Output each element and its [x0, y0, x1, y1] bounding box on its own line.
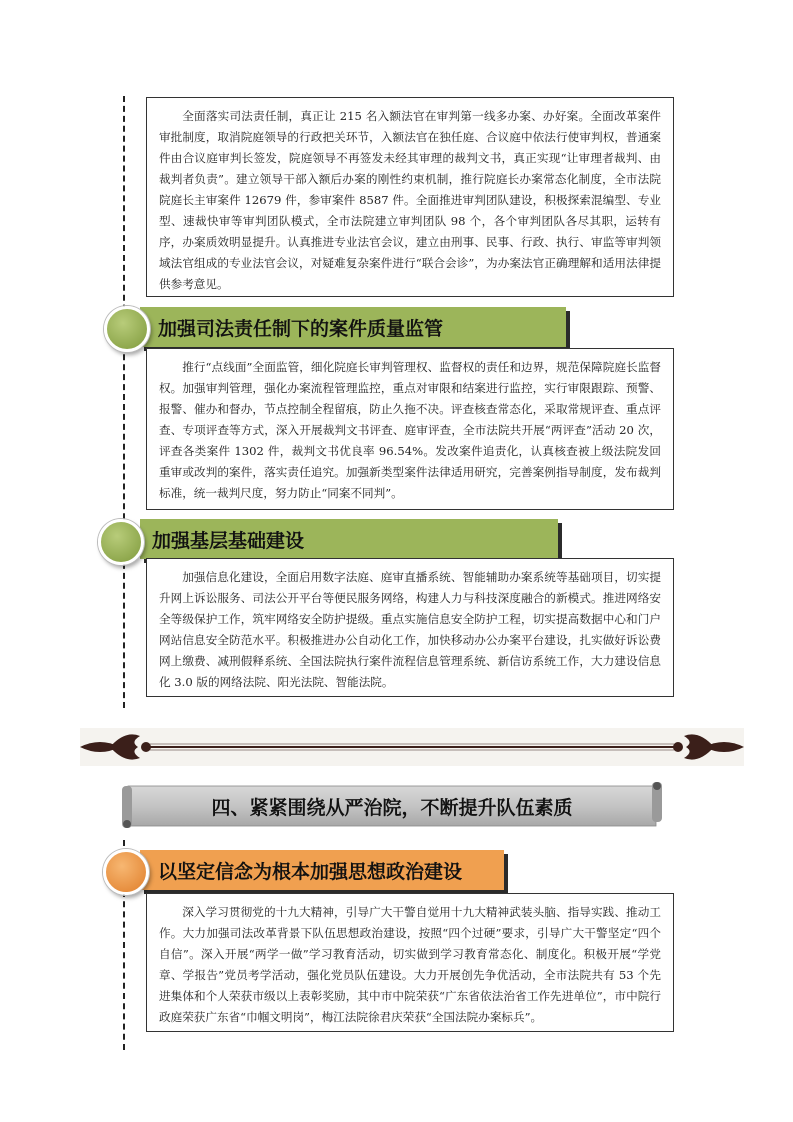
text-box-grassroots: [146, 558, 674, 697]
section-heading-quality-supervision: [140, 307, 566, 347]
heading-text: 以坚定信念为根本加强思想政治建设: [158, 860, 463, 883]
chapter-title: 四、紧紧围绕从严治院，不断提升队伍素质: [211, 796, 573, 819]
section-heading-grassroots: [140, 519, 558, 559]
green-circle-icon: [98, 519, 144, 565]
green-circle-icon: [104, 306, 150, 352]
orange-circle-icon: [103, 849, 149, 895]
dashed-guide-line-top: [123, 96, 125, 708]
text-box-quality-supervision: [146, 348, 674, 510]
paragraph: 加强信息化建设，全面启用数字法庭、庭审直播系统、智能辅助办案系统等基础项目，切实提升网上诉讼服务、司法公开平台等便民服务网络，构建人力与科技深度融合的新模式。推进网络安全等级保护工作，筑牢网络安全防护提级。重点实施信息安全防护工程，切实提高数据中心和门户网站信息安全防范水平。积极推进办公自动化工作，加快移动办公办案平台建设，扎实做好诉讼费网上缴费、减刑假释系统、全国法院执行案件流程信息管理系统、新信访系统工作，大力建设信息化 3.0 版的网络法院、阳光法院、智能法院。: [159, 570, 661, 689]
text-box-political-building: [146, 893, 674, 1032]
paragraph: 推行“点线面”全面监管，细化院庭长审判管理权、监督权的责任和边界，规范保障院庭长监督权。加强审判管理，强化办案流程管理监控，重点对审限和结案进行监控，实行审限跟踪、预警、报警、催办和督办，节点控制全程留痕，防止久拖不决。评查核查常态化，采取常规评查、重点评查、专项评查等方式，深入开展裁判文书评查、庭审评查，全市法院共开展“两评查”活动 20 次，评查各类案件 1302 件，裁判文书优良率 96.54%。发改案件追责化，认真核查被上级法院发回重审或改判的案件，落实责任追究。加强新类型案件法律适用研究，完善案例指导制度，发布裁判标准，统一裁判尺度，努力防止“同案不同判”。: [159, 360, 661, 500]
paragraph: 深入学习贯彻党的十九大精神，引导广大干警自觉用十九大精神武装头脑、指导实践、推动工作。大力加强司法改革背景下队伍思想政治建设，按照“四个过硬”要求，引导广大干警坚定“四个自信”。深入开展“两学一做”学习教育活动，切实做到学习教育常态化、制度化。积极开展“学党章、学报告”党员考学活动，强化党员队伍建设。大力开展创先争优活动，全市法院共有 53 个先进集体和个人荣获市级以上表彰奖励，其中市中院荣获“广东省依法治省工作先进单位”，市中院行政庭荣获广东省“巾帼文明岗”，梅江法院徐君庆荣获“全国法院办案标兵”。: [159, 905, 661, 1024]
paragraph: 全面落实司法责任制，真正让 215 名入额法官在审判第一线多办案、办好案。全面改革案件审批制度，取消院庭领导的行政把关环节，入额法官在独任庭、合议庭中依法行使审判权，普通案件由合议庭审判长签发，院庭领导不再签发未经其审理的裁判文书，真正实现“让审理者裁判、由裁判者负责”。建立领导干部入额后办案的刚性约束机制，推行院庭长办案常态化制度，全市法院院庭长主审案件 12679 件，参审案件 8587 件。全面推进审判团队建设，积极探索混编型、专业型、速裁快审等审判团队模式，全市法院建立审判团队 98 个，各个审判团队各尽其职，运转有序，办案质效明显提升。认真推进专业法官会议，建立由刑事、民事、行政、执行、审监等审判领域法官组成的专业法官会议，对疑难复杂案件进行“联合会诊”，为办案法官正确理解和适用法律提供参考意见。: [159, 109, 661, 291]
heading-text: 加强司法责任制下的案件质量监管: [158, 317, 444, 340]
heading-text: 加强基层基础建设: [152, 529, 305, 552]
section-heading-political-building: [140, 850, 504, 890]
text-box-judicial-responsibility: [146, 97, 674, 297]
ornamental-divider: [80, 722, 744, 772]
